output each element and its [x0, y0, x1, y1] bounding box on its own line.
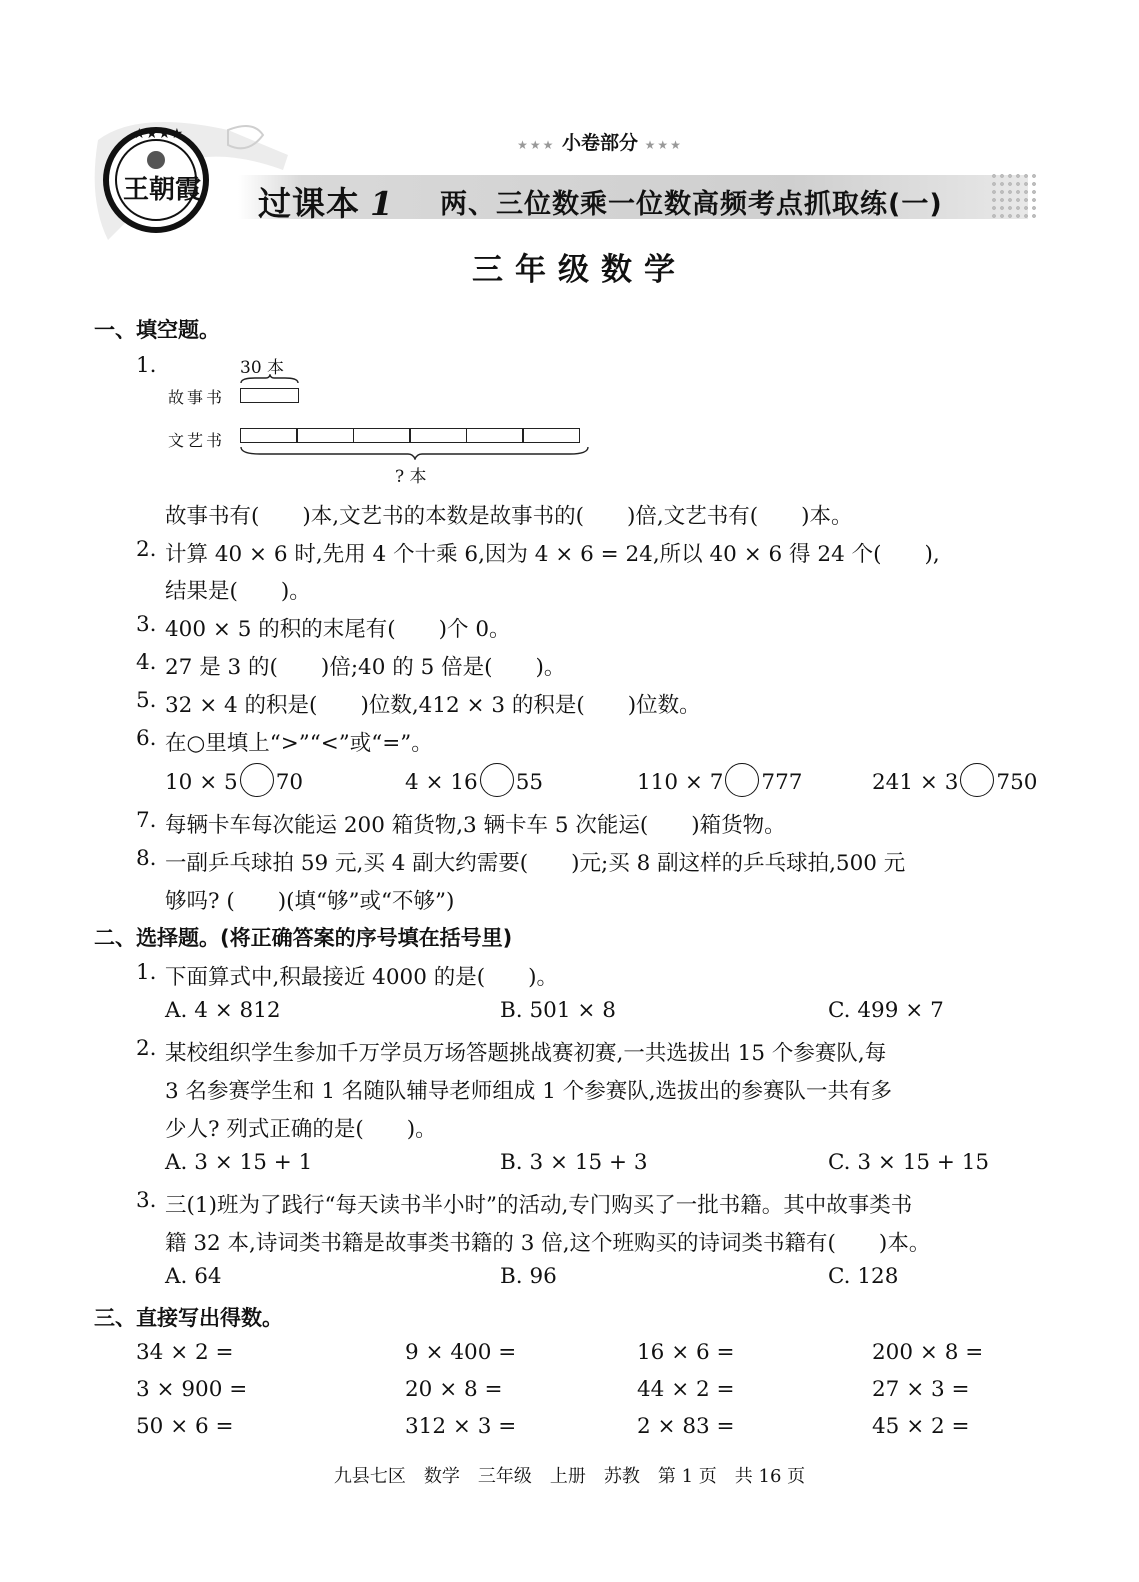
sub-heading — [450, 128, 750, 155]
question-text: 某校组织学生参加千万学员万场答题挑战赛初赛,一共选拔出 15 个参赛队,每 — [165, 1041, 887, 1066]
bar-segment — [353, 428, 411, 443]
literature-book-bar — [240, 428, 578, 443]
option-c: C. 3 × 15 + 15 — [828, 1150, 990, 1175]
compare-right: 750 — [996, 770, 1038, 795]
question-text: 32 × 4 的积是( )位数,412 × 3 的积是( )位数。 — [165, 693, 701, 718]
option-b: B. 3 × 15 + 3 — [500, 1150, 648, 1175]
question-text: 每辆卡车每次能运 200 箱货物,3 辆卡车 5 次能运( )箱货物。 — [165, 813, 786, 838]
compare-left: 4 × 16 — [405, 770, 478, 795]
logo-text: 王朝霞 — [123, 175, 202, 205]
question-number: 1. — [136, 353, 157, 378]
option-a: A. 64 — [165, 1264, 222, 1289]
answer-circle[interactable] — [960, 763, 994, 797]
compare-left: 10 × 5 — [165, 770, 238, 795]
question-text: 在○里填上“>”“<”或“=”。 — [165, 731, 433, 756]
compare-item — [165, 766, 303, 800]
calc-item: 200 × 8 = — [872, 1340, 984, 1365]
question-number: 2. — [136, 537, 157, 562]
diagram-bottom-label: ? 本 — [395, 467, 427, 487]
section3-title: 三、直接写出得数。 — [94, 1306, 283, 1330]
calc-item: 50 × 6 = — [136, 1414, 234, 1439]
question-number: 3. — [136, 612, 157, 637]
calc-item: 45 × 2 = — [872, 1414, 970, 1439]
question-text: 够吗? ( )(填“够”或“不够”) — [165, 889, 455, 914]
series-number: 1 — [370, 184, 394, 223]
bar-segment — [466, 428, 524, 443]
story-book-bar — [240, 388, 299, 403]
series-name: 过课本 — [258, 184, 360, 223]
svg-text:★★★★: ★★★★ — [133, 126, 184, 142]
question-number: 4. — [136, 650, 157, 675]
option-c: C. 499 × 7 — [828, 998, 944, 1023]
question-text: 3 名参赛学生和 1 名随队辅导老师组成 1 个参赛队,选拔出的参赛队一共有多 — [165, 1079, 893, 1104]
calc-item: 3 × 900 = — [136, 1377, 248, 1402]
calc-item: 312 × 3 = — [405, 1414, 517, 1439]
question-text: 下面算式中,积最接近 4000 的是( )。 — [165, 965, 558, 990]
answer-circle[interactable] — [725, 763, 759, 797]
diagram-top-brace — [240, 374, 300, 384]
sub-heading-text: 小卷部分 — [561, 132, 638, 154]
question-text: 27 是 3 的( )倍;40 的 5 倍是( )。 — [165, 655, 566, 680]
section2-title: 二、选择题。(将正确答案的序号填在括号里) — [94, 926, 513, 950]
answer-circle[interactable] — [480, 763, 514, 797]
compare-left: 241 × 3 — [872, 770, 959, 795]
calc-item: 34 × 2 = — [136, 1340, 234, 1365]
bar-segment — [240, 428, 298, 443]
option-c: C. 128 — [828, 1264, 899, 1289]
topic-title: 两、三位数乘一位数高频考点抓取练(一) — [440, 189, 943, 220]
question-number: 8. — [136, 846, 157, 871]
calc-item: 27 × 3 = — [872, 1377, 970, 1402]
diagram-row2-label: 文艺书 — [168, 431, 226, 450]
question-number: 7. — [136, 808, 157, 833]
compare-item — [405, 766, 543, 800]
calc-item: 16 × 6 = — [637, 1340, 735, 1365]
question-number: 6. — [136, 726, 157, 751]
grade-subject-title: 三年级数学 — [472, 252, 687, 288]
diagram-row1-label: 故事书 — [168, 388, 226, 407]
compare-item — [872, 766, 1037, 800]
page-footer: 九县七区 数学 三年级 上册 苏教 第 1 页 共 16 页 — [333, 1466, 806, 1487]
question-text: 结果是( )。 — [165, 579, 311, 604]
bar-segment — [409, 428, 467, 443]
question-text: 计算 40 × 6 时,先用 4 个十乘 6,因为 4 × 6 = 24,所以 40 × 6 得 24 个( ), — [165, 542, 940, 567]
bar-segment — [296, 428, 354, 443]
calc-item: 20 × 8 = — [405, 1377, 503, 1402]
section1-title: 一、填空题。 — [94, 318, 220, 342]
question-text: 400 × 5 的积的末尾有( )个 0。 — [165, 617, 511, 642]
calc-item: 44 × 2 = — [637, 1377, 735, 1402]
option-a: A. 4 × 812 — [165, 998, 281, 1023]
question-text: 故事书有( )本,文艺书的本数是故事书的( )倍,文艺书有( )本。 — [165, 504, 853, 529]
question-text: 少人? 列式正确的是( )。 — [165, 1117, 437, 1142]
option-b: B. 96 — [500, 1264, 557, 1289]
compare-right: 777 — [761, 770, 803, 795]
answer-circle[interactable] — [240, 763, 274, 797]
series-title — [258, 178, 394, 225]
option-a: A. 3 × 15 + 1 — [165, 1150, 313, 1175]
question-text: 籍 32 本,诗词类书籍是故事类书籍的 3 倍,这个班购买的诗词类书籍有( )本。 — [165, 1231, 931, 1256]
compare-left: 110 × 7 — [637, 770, 724, 795]
diagram-bottom-brace — [240, 446, 590, 460]
compare-right: 70 — [275, 770, 304, 795]
question-number: 2. — [136, 1036, 157, 1061]
question-number: 1. — [136, 960, 157, 985]
calc-item: 2 × 83 = — [637, 1414, 735, 1439]
star-decoration-icon: ★★★ — [644, 138, 683, 152]
question-number: 3. — [136, 1188, 157, 1213]
compare-item — [637, 766, 802, 800]
diagram-top-label: 30 本 — [240, 358, 285, 378]
question-text: 一副乒乓球拍 59 元,买 4 副大约需要( )元;买 8 副这样的乒乓球拍,500 元 — [165, 851, 906, 876]
bar-segment — [522, 428, 580, 443]
option-b: B. 501 × 8 — [500, 998, 616, 1023]
calc-item: 9 × 400 = — [405, 1340, 517, 1365]
question-text: 三(1)班为了践行“每天读书半小时”的活动,专门购买了一批书籍。其中故事类书 — [165, 1193, 913, 1218]
compare-right: 55 — [515, 770, 544, 795]
header-dot-pattern — [990, 172, 1040, 222]
star-decoration-icon: ★★★ — [517, 138, 556, 152]
question-number: 5. — [136, 688, 157, 713]
